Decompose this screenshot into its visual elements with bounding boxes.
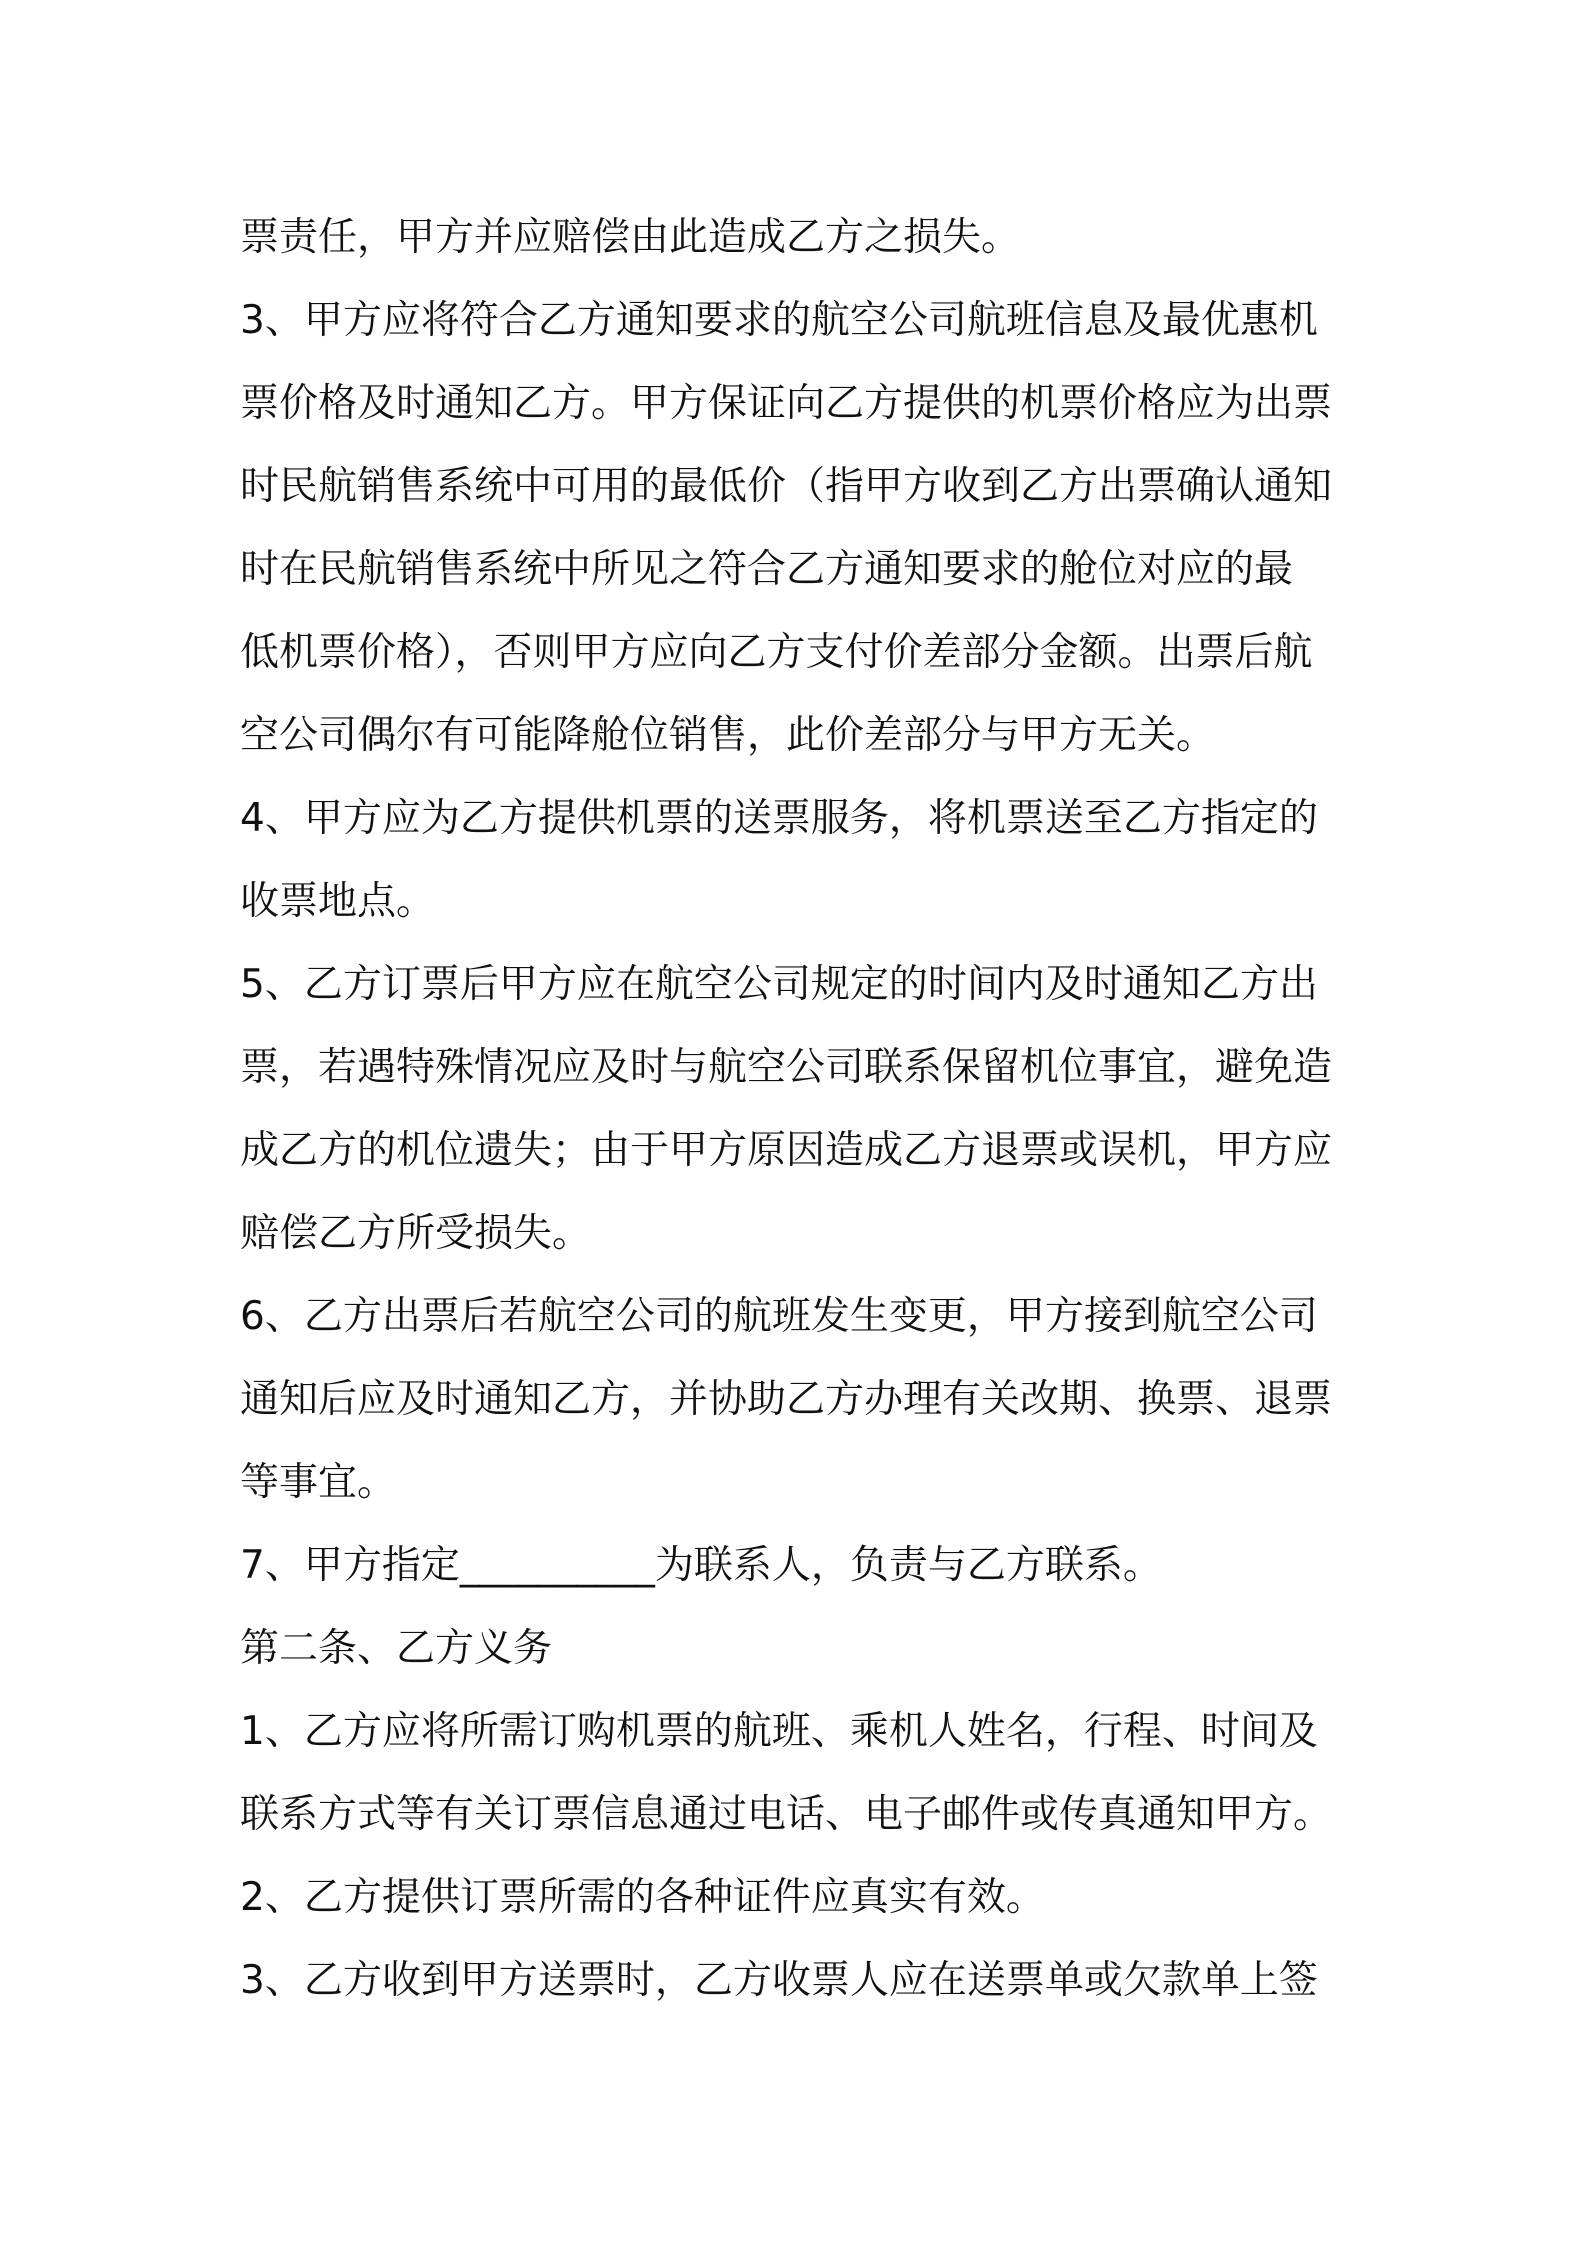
text-line: 成乙方的机位遗失；由于甲方原因造成乙方退票或误机，甲方应 (240, 1128, 1333, 1173)
text-line: 时在民航销售系统中所见之符合乙方通知要求的舱位对应的最 (240, 547, 1294, 592)
text-line: 7、甲方指定__________为联系人，负责与乙方联系。 (240, 1543, 1162, 1588)
text-line: 1、乙方应将所需订购机票的航班、乘机人姓名，行程、时间及 (240, 1709, 1318, 1754)
text-line: 空公司偶尔有可能降舱位销售，此价差部分与甲方无关。 (240, 713, 1216, 758)
text-line: 赔偿乙方所受损失。 (240, 1211, 592, 1256)
text-line: 5、乙方订票后甲方应在航空公司规定的时间内及时通知乙方出 (240, 962, 1318, 1007)
text-line: 票责任，甲方并应赔偿由此造成乙方之损失。 (240, 215, 1021, 260)
text-line: 通知后应及时通知乙方，并协助乙方办理有关改期、换票、退票 (240, 1377, 1333, 1422)
text-line: 时民航销售系统中可用的最低价（指甲方收到乙方出票确认通知 (240, 464, 1333, 509)
text-line: 联系方式等有关订票信息通过电话、电子邮件或传真通知甲方。 (240, 1792, 1333, 1837)
text-line: 票，若遇特殊情况应及时与航空公司联系保留机位事宜，避免造 (240, 1045, 1333, 1090)
text-line: 票价格及时通知乙方。甲方保证向乙方提供的机票价格应为出票 (240, 381, 1333, 426)
text-line: 3、甲方应将符合乙方通知要求的航空公司航班信息及最优惠机 (240, 298, 1318, 343)
document-body (240, 196, 1360, 2022)
text-line: 3、乙方收到甲方送票时，乙方收票人应在送票单或欠款单上签 (240, 1958, 1318, 2003)
text-line: 收票地点。 (240, 879, 436, 924)
section-heading: 第二条、乙方义务 (240, 1626, 553, 1671)
text-line: 4、甲方应为乙方提供机票的送票服务，将机票送至乙方指定的 (240, 796, 1318, 841)
text-line: 低机票价格），否则甲方应向乙方支付价差部分金额。出票后航 (240, 630, 1313, 675)
text-line: 6、乙方出票后若航空公司的航班发生变更，甲方接到航空公司 (240, 1294, 1318, 1339)
text-line: 2、乙方提供订票所需的各种证件应真实有效。 (240, 1875, 1045, 1920)
text-line: 等事宜。 (240, 1460, 397, 1505)
